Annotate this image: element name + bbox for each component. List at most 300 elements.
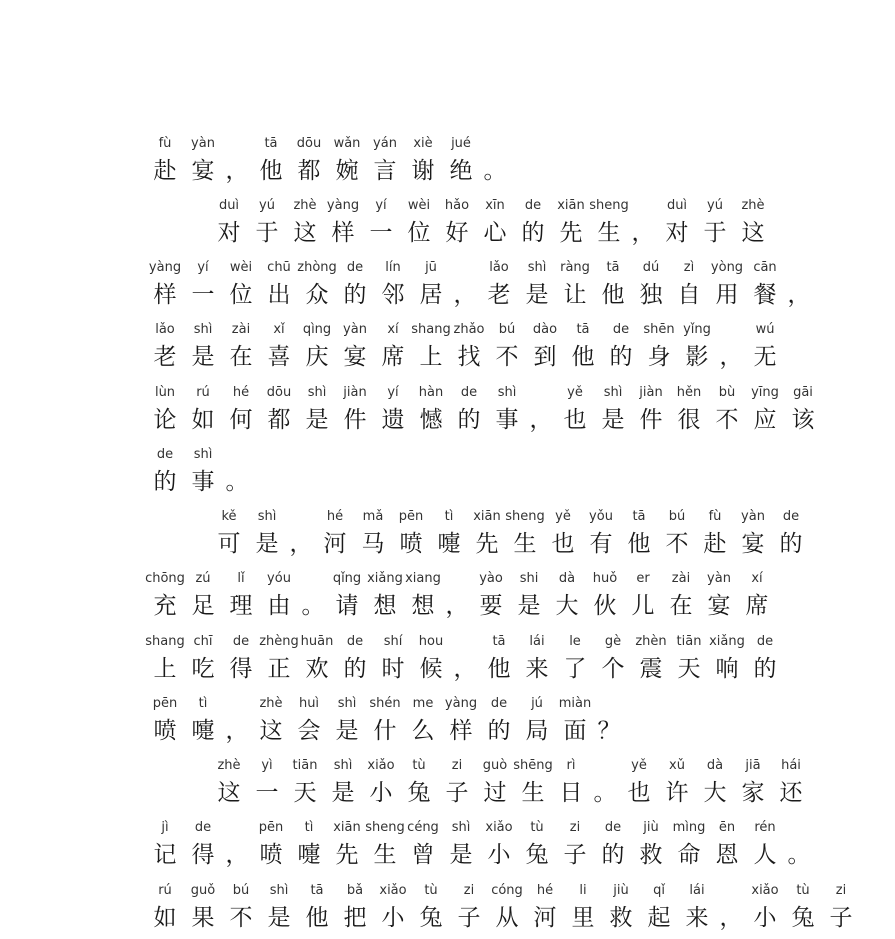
pinyin: de: [490, 696, 508, 711]
pinyin: jiàn: [639, 385, 663, 400]
character-unit: [590, 198, 628, 248]
pinyin: shì: [257, 509, 277, 524]
hanzi: 日: [559, 780, 583, 806]
hanzi: 儿: [631, 593, 655, 619]
pinyin: wǎn: [333, 136, 361, 151]
hanzi: 正: [267, 656, 291, 682]
hanzi: 个: [601, 656, 625, 682]
pinyin: de: [604, 820, 622, 835]
pinyin: cóng: [491, 883, 523, 898]
pinyin: jiā: [745, 758, 761, 773]
hanzi: 上: [419, 344, 443, 370]
hanzi: 庆: [305, 344, 329, 370]
hanzi: 喷: [259, 842, 283, 868]
hanzi: 得: [191, 842, 215, 868]
pinyin: lǎo: [155, 322, 175, 337]
hanzi: 的: [343, 656, 367, 682]
hanzi: 的: [153, 469, 177, 495]
character-unit: [582, 509, 620, 559]
hanzi: 嚏: [191, 718, 215, 744]
pinyin: yí: [197, 260, 209, 275]
hanzi: 赴: [703, 531, 727, 557]
character-unit: [430, 509, 468, 559]
hanzi: 居: [419, 282, 443, 308]
pinyin: hou: [418, 634, 444, 649]
hanzi: 样: [331, 220, 355, 246]
pinyin: zhè: [741, 198, 765, 213]
punctuation: [480, 136, 510, 186]
hanzi: 。: [225, 469, 249, 495]
hanzi: ，: [631, 220, 655, 246]
pinyin: yàng: [148, 260, 182, 275]
punctuation: [286, 509, 316, 559]
pinyin: yú: [259, 198, 275, 213]
hanzi: 于: [703, 220, 727, 246]
pinyin: zhè: [217, 758, 241, 773]
text-line: [146, 634, 784, 690]
hanzi: 人: [753, 842, 777, 868]
character-unit: [746, 634, 784, 684]
hanzi: 兔: [791, 905, 815, 931]
pinyin: wèi: [229, 260, 253, 275]
pinyin: yán: [373, 136, 397, 151]
pinyin: sheng: [505, 509, 545, 524]
hanzi: 婉: [335, 158, 359, 184]
hanzi: 餐: [753, 282, 777, 308]
character-unit: [260, 385, 298, 435]
hanzi: 是: [191, 344, 215, 370]
hanzi: 是: [335, 718, 359, 744]
hanzi: 如: [191, 407, 215, 433]
hanzi: 他: [259, 158, 283, 184]
pinyin: yàng: [326, 198, 360, 213]
hanzi: 么: [411, 718, 435, 744]
pinyin: chōng: [145, 571, 185, 586]
hanzi: ，: [787, 282, 811, 308]
character-unit: [632, 385, 670, 435]
hanzi: 由: [267, 593, 291, 619]
pinyin: shì: [193, 322, 213, 337]
punctuation: [222, 696, 252, 746]
hanzi: 席: [381, 344, 405, 370]
character-unit: [184, 385, 222, 435]
pinyin: miàn: [558, 696, 592, 711]
hanzi: 遗: [381, 407, 405, 433]
pinyin: shì: [497, 385, 517, 400]
pinyin: xiè: [413, 136, 433, 151]
hanzi: 宴: [343, 344, 367, 370]
character-unit: [328, 696, 366, 746]
pinyin: cān: [753, 260, 777, 275]
pinyin: zài: [231, 322, 251, 337]
character-unit: [374, 260, 412, 310]
text-line: [146, 136, 510, 192]
character-unit: [678, 322, 716, 372]
hanzi: 都: [297, 158, 321, 184]
pinyin: sheng: [365, 820, 405, 835]
pinyin: xǐ: [273, 322, 285, 337]
pinyin: zhèn: [635, 634, 667, 649]
pinyin: er: [636, 571, 650, 586]
character-unit: [556, 634, 594, 684]
hanzi: 嚏: [437, 531, 461, 557]
pinyin: de: [460, 385, 478, 400]
pinyin: hé: [232, 385, 250, 400]
character-unit: [374, 634, 412, 684]
hanzi: ？: [597, 718, 621, 744]
character-unit: [594, 260, 632, 310]
pinyin: tiān: [292, 758, 318, 773]
hanzi: 局: [525, 718, 549, 744]
pinyin: mìng: [672, 820, 706, 835]
character-unit: [450, 883, 488, 933]
pinyin: de: [782, 509, 800, 524]
character-unit: [366, 571, 404, 621]
hanzi: ，: [445, 593, 469, 619]
punctuation: [222, 447, 252, 497]
pinyin: yàn: [707, 571, 731, 586]
pinyin: yàn: [191, 136, 215, 151]
hanzi: 嚏: [297, 842, 321, 868]
punctuation: [590, 758, 620, 808]
hanzi: 憾: [419, 407, 443, 433]
pinyin: yīng: [751, 385, 779, 400]
pinyin: zi: [835, 883, 847, 898]
hanzi: 自: [677, 282, 701, 308]
character-unit: [374, 322, 412, 372]
hanzi: 好: [445, 220, 469, 246]
character-unit: [146, 136, 184, 186]
character-unit: [260, 883, 298, 933]
character-unit: [738, 571, 776, 621]
hanzi: ，: [453, 656, 477, 682]
hanzi: 里: [571, 905, 595, 931]
character-unit: [146, 322, 184, 372]
hanzi: 曾: [411, 842, 435, 868]
character-unit: [678, 883, 716, 933]
pinyin: rú: [196, 385, 210, 400]
text-line: [146, 571, 776, 627]
character-unit: [734, 198, 772, 248]
character-unit: [632, 260, 670, 310]
hanzi: 面: [563, 718, 587, 744]
character-unit: [184, 322, 222, 372]
hanzi: 位: [407, 220, 431, 246]
hanzi: 。: [483, 158, 507, 184]
pinyin: huǒ: [592, 571, 618, 586]
character-unit: [222, 260, 260, 310]
hanzi: 宴: [741, 531, 765, 557]
pinyin: yàn: [741, 509, 765, 524]
hanzi: 兔: [419, 905, 443, 931]
pinyin: xiān: [333, 820, 361, 835]
character-unit: [510, 571, 548, 621]
punctuation: [298, 571, 328, 621]
character-unit: [146, 883, 184, 933]
character-unit: [412, 883, 450, 933]
hanzi: 于: [255, 220, 279, 246]
hanzi: ，: [289, 531, 313, 557]
character-unit: [488, 883, 526, 933]
pinyin: hé: [536, 883, 554, 898]
hanzi: 无: [753, 344, 777, 370]
pinyin: tā: [606, 260, 620, 275]
pinyin: yí: [387, 385, 399, 400]
character-unit: [564, 322, 602, 372]
hanzi: 的: [609, 344, 633, 370]
hanzi: 。: [593, 780, 617, 806]
hanzi: 。: [787, 842, 811, 868]
hanzi: 事: [495, 407, 519, 433]
character-unit: [746, 322, 784, 372]
pinyin: fù: [158, 136, 172, 151]
hanzi: 宴: [191, 158, 215, 184]
hanzi: 论: [153, 407, 177, 433]
pinyin: hái: [781, 758, 801, 773]
hanzi: 想: [373, 593, 397, 619]
pinyin: zài: [671, 571, 691, 586]
pinyin: shi: [519, 571, 539, 586]
character-unit: [146, 634, 184, 684]
hanzi: ，: [529, 407, 553, 433]
punctuation: [594, 696, 624, 746]
hanzi: 何: [229, 407, 253, 433]
character-unit: [518, 634, 556, 684]
pinyin: tù: [796, 883, 810, 898]
hanzi: 大: [703, 780, 727, 806]
character-unit: [336, 260, 374, 310]
character-unit: [442, 696, 480, 746]
hanzi: 样: [153, 282, 177, 308]
pinyin: tì: [304, 820, 314, 835]
pinyin: wú: [755, 322, 775, 337]
pinyin: rì: [566, 758, 576, 773]
hanzi: ，: [225, 158, 249, 184]
character-unit: [708, 820, 746, 870]
pinyin: hé: [326, 509, 344, 524]
pinyin: jiù: [613, 883, 629, 898]
pinyin: yòng: [710, 260, 744, 275]
character-unit: [184, 820, 222, 870]
hanzi: 的: [487, 718, 511, 744]
hanzi: 赴: [153, 158, 177, 184]
hanzi: 兔: [525, 842, 549, 868]
pinyin: shí: [383, 634, 403, 649]
pinyin: bú: [498, 322, 516, 337]
character-unit: [658, 509, 696, 559]
hanzi: 出: [267, 282, 291, 308]
character-unit: [252, 136, 290, 186]
hanzi: 一: [369, 220, 393, 246]
character-unit: [222, 634, 260, 684]
hanzi: 天: [293, 780, 317, 806]
hanzi: 震: [639, 656, 663, 682]
pinyin: bǎ: [346, 883, 364, 898]
character-unit: [404, 696, 442, 746]
character-unit: [298, 260, 336, 310]
character-unit: [624, 571, 662, 621]
hanzi: 用: [715, 282, 739, 308]
character-unit: [222, 883, 260, 933]
hanzi: 子: [445, 780, 469, 806]
hanzi: 很: [677, 407, 701, 433]
hanzi: 救: [609, 905, 633, 931]
character-unit: [586, 571, 624, 621]
hanzi: 子: [457, 905, 481, 931]
punctuation: [716, 322, 746, 372]
character-unit: [518, 696, 556, 746]
hanzi: 是: [601, 407, 625, 433]
hanzi: 记: [153, 842, 177, 868]
hanzi: 这: [741, 220, 765, 246]
hanzi: 谢: [411, 158, 435, 184]
hanzi: 可: [217, 531, 241, 557]
pinyin: qǐng: [332, 571, 362, 586]
pinyin: lái: [689, 883, 705, 898]
character-unit: [696, 509, 734, 559]
pinyin: huì: [298, 696, 320, 711]
character-unit: [184, 260, 222, 310]
hanzi: 言: [373, 158, 397, 184]
hanzi: 小: [381, 905, 405, 931]
pinyin: pēn: [398, 509, 424, 524]
character-unit: [480, 634, 518, 684]
pinyin: yàng: [444, 696, 478, 711]
punctuation: [222, 820, 252, 870]
punctuation: [222, 136, 252, 186]
character-unit: [594, 820, 632, 870]
character-unit: [146, 696, 184, 746]
character-unit: [366, 136, 404, 186]
hanzi: 先: [559, 220, 583, 246]
pinyin: dú: [642, 260, 660, 275]
character-unit: [328, 571, 366, 621]
character-unit: [734, 758, 772, 808]
character-unit: [700, 571, 738, 621]
hanzi: 他: [627, 531, 651, 557]
character-unit: [602, 322, 640, 372]
pinyin: tù: [530, 820, 544, 835]
character-unit: [354, 509, 392, 559]
character-unit: [556, 260, 594, 310]
hanzi: 许: [665, 780, 689, 806]
character-unit: [784, 385, 822, 435]
pinyin: xiang: [405, 571, 441, 586]
text-line: [146, 385, 822, 441]
character-unit: [404, 820, 442, 870]
hanzi: 件: [639, 407, 663, 433]
pinyin: de: [194, 820, 212, 835]
character-unit: [468, 509, 506, 559]
pinyin: shang: [411, 322, 451, 337]
pinyin: wèi: [407, 198, 431, 213]
hanzi: 老: [153, 344, 177, 370]
character-unit: [708, 385, 746, 435]
pinyin: lǎo: [489, 260, 509, 275]
pinyin: de: [232, 634, 250, 649]
character-unit: [746, 385, 784, 435]
pinyin: de: [756, 634, 774, 649]
pinyin: shì: [337, 696, 357, 711]
character-unit: [184, 696, 222, 746]
hanzi: 先: [475, 531, 499, 557]
character-unit: [374, 385, 412, 435]
hanzi: 一: [191, 282, 215, 308]
character-unit: [222, 385, 260, 435]
character-unit: [442, 136, 480, 186]
hanzi: 绝: [449, 158, 473, 184]
pinyin: zhǎo: [453, 322, 485, 337]
pinyin: tù: [424, 883, 438, 898]
character-unit: [822, 883, 860, 933]
pinyin: xiān: [557, 198, 585, 213]
hanzi: 足: [191, 593, 215, 619]
character-unit: [184, 571, 222, 621]
hanzi: 不: [229, 905, 253, 931]
text-line: [210, 758, 810, 814]
pinyin: pēn: [152, 696, 178, 711]
pinyin: lái: [529, 634, 545, 649]
pinyin: jué: [451, 136, 471, 151]
character-unit: [366, 820, 404, 870]
hanzi: 把: [343, 905, 367, 931]
pinyin: shì: [527, 260, 547, 275]
punctuation: [526, 385, 556, 435]
hanzi: 河: [323, 531, 347, 557]
pinyin: yóu: [267, 571, 291, 586]
hanzi: ，: [719, 344, 743, 370]
pinyin: jú: [531, 696, 543, 711]
pinyin: shì: [193, 447, 213, 462]
character-unit: [290, 136, 328, 186]
pinyin: de: [346, 260, 364, 275]
pinyin: shēn: [643, 322, 675, 337]
pinyin: hǎo: [444, 198, 470, 213]
character-unit: [400, 198, 438, 248]
character-unit: [772, 509, 810, 559]
character-unit: [146, 260, 184, 310]
pinyin: yě: [631, 758, 647, 773]
punctuation: [784, 260, 814, 310]
character-unit: [772, 758, 810, 808]
hanzi: 喷: [153, 718, 177, 744]
pinyin: mǎ: [362, 509, 384, 524]
character-unit: [298, 883, 336, 933]
pinyin: jiù: [643, 820, 659, 835]
character-unit: [594, 385, 632, 435]
character-unit: [632, 634, 670, 684]
pinyin: ēn: [718, 820, 736, 835]
character-unit: [670, 260, 708, 310]
hanzi: 还: [779, 780, 803, 806]
character-unit: [336, 634, 374, 684]
character-unit: [506, 509, 544, 559]
character-unit: [146, 385, 184, 435]
character-unit: [476, 198, 514, 248]
hanzi: 众: [305, 282, 329, 308]
hanzi: 命: [677, 842, 701, 868]
hanzi: 从: [495, 905, 519, 931]
text-line: [146, 260, 814, 316]
pinyin: gāi: [793, 385, 813, 400]
character-unit: [784, 883, 822, 933]
pinyin: yì: [261, 758, 273, 773]
pinyin: chū: [267, 260, 291, 275]
pinyin: xīn: [485, 198, 505, 213]
pinyin: zú: [195, 571, 211, 586]
hanzi: 这: [293, 220, 317, 246]
pinyin: zhòng: [297, 260, 337, 275]
